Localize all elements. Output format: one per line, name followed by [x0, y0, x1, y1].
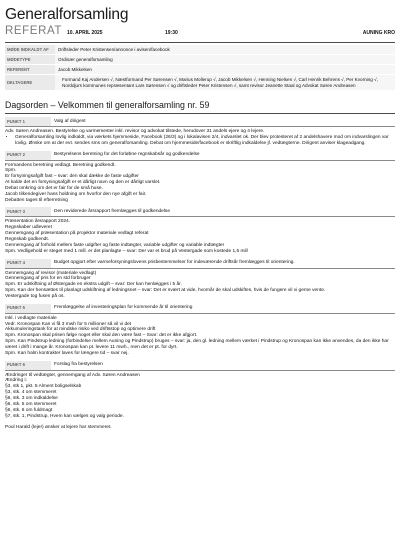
document-title: Generalforsamling: [5, 6, 129, 23]
body-line: At kalde det en forsyningsafgift er et dårligt navn og den er dårligt varslet.: [5, 180, 161, 186]
info-label: DELTAGERE: [5, 75, 55, 91]
body-line: Gennemgang af pris for en std forbruger: [5, 276, 91, 282]
body-line: §6, stk. 3 om indkaldelse: [5, 396, 58, 401]
body-line: Gennemgang af revisor (materiale vedlagt): [5, 270, 97, 276]
agenda-item-header: [5, 259, 395, 269]
agenda-item-header: [5, 117, 395, 127]
agenda-item-header: [5, 361, 395, 371]
bullet-item: • Generalforsamling lovlig indkaldt, via værkets hjemmeside, Facebook (26/3) og i lokalavisen 2/4, indvarslet ok. Der blev protesteret af 2 andelshavere mod om indvarslingen var lovlig. Ønske om at der evt. sendes sms om generalforsamling. Debat om hjemmeside/facebook er skriftlig indkaldelse jf. vedtægterne. Dirigent anviser klageadgang.: [15, 135, 395, 147]
agenda-item-body: [5, 269, 395, 301]
info-value: Ordinær generalforsamling: [55, 55, 395, 65]
body-line: §3, stk. 4 om stemmeret: [5, 390, 57, 396]
info-label: MØDE INDKALDT AF: [5, 45, 55, 55]
agenda-item-number: PUNKT 3: [5, 207, 51, 216]
agenda-item-header: [5, 207, 395, 217]
body-line: Spm. Kan der hensættes til planlagt udskiftning af ledningsnet – svar: Det er svært at vide, hvornår de skal udskiftes, hvis de fungere vil vi gerne vente.: [5, 288, 326, 294]
body-line: Ændring i:: [5, 378, 27, 384]
meeting-time: 19:30: [165, 30, 178, 36]
body-line: §3, stk 1, pkt. 5 Alment boligselskab: [5, 384, 82, 390]
body-line: Spm. Kronospan skal prisen følge noget eller skal den være fast – Svar: det er ikke afgjort.: [5, 333, 198, 339]
body-line: §6, stk. 5 om stemmeret: [5, 401, 57, 407]
agenda-item-3: [5, 207, 395, 255]
agenda-item-number: PUNKT 6: [5, 361, 51, 370]
agenda-item-subject: Den reviderede årsrapport fremlægges til godkendelse: [54, 208, 170, 214]
agenda-item-header: [5, 304, 395, 314]
meeting-info-table: [5, 45, 395, 91]
body-line: Adv. Søren Andreasen. Bestyrelse og varmemester inkl. revisor og advokat tilstede, herudover 31 andels ejere og 4 lejere.: [5, 129, 265, 134]
body-line: Er forsyningsafgift fast – svar: den skal dække de faste udgifter: [5, 174, 139, 180]
body-line: Spm. Kan Pindstrup ledning (forbindelse mellem Auning og Pindstrup) bruges – svar: ja, den gl. ledning mellem værket i Pindstrup og Kronospan kan ikke anvendes, da den ikke har været i drift i mange år. Kronospan kan pt. levere 11 mwh., men det er pt. for dyrt.: [5, 339, 391, 350]
header-line: [5, 25, 395, 39]
agenda-item-subject: Budget opgjort efter varmeforsyningslovens prisbestemmelser for indeværende driftsår fremlægges til orientering.: [54, 260, 295, 265]
agenda-item-subject: Forslag fra bestyrelsen: [54, 362, 103, 368]
body-line: Gennemgang af forhold mellem faste udgifter og faste indtægter, variable udgifter og variable indtægter: [5, 242, 225, 248]
agenda-item-number: PUNKT 5: [5, 304, 51, 313]
body-line: Ændringer til vedtægter, gennemgang af Adv. Søren Andreasen: [5, 372, 140, 378]
body-line: Regnskab godkendt.: [5, 236, 50, 242]
body-line: Vestergade tog fusen på os.: [5, 293, 65, 299]
agenda-item-4: [5, 259, 395, 301]
agenda-item-2: [5, 151, 395, 205]
bullet-list: [5, 135, 395, 147]
agenda-item-number: PUNKT 2: [5, 151, 51, 160]
info-row-convened: [5, 45, 395, 55]
body-line: Inkl. i vedlagte materiale: [5, 315, 57, 321]
agenda-item-body: [5, 161, 395, 205]
referat-label: REFERAT: [5, 25, 63, 37]
body-line: §7, stk. 1, Pindstrup, Hvem kan vælges og valg periode.: [5, 413, 124, 419]
agenda-item-body: [5, 127, 395, 148]
agenda-item-number: PUNKT 1: [5, 117, 51, 126]
body-line: Præsentation årsrapport 2024.: [5, 219, 71, 225]
info-label: MØDETYPE: [5, 55, 55, 65]
body-line: Jacob tilkendegiver hans holdning om hvorfor den nye afgift er fair.: [5, 191, 147, 197]
body-line: Vedr. Kronospan Kan vi få 3 mwh for 5 millioner så vil vi det: [5, 321, 132, 327]
body-line: Poul Harald (lejer) ønsker at lejere har stemmeret.: [5, 425, 112, 431]
body-line: Spm. Er udskiftning af Østergade en ekstra udgift – svar: Der kan henlægges i 5 år.: [5, 282, 182, 288]
header-divider: [5, 42, 395, 43]
info-row-referent: [5, 65, 395, 75]
agenda-item-subject: Valg af dirigent: [54, 118, 86, 124]
body-line: Spm. Vedligehold er steget med 1 mill. er det planlagte – svar: Der var et brud på Vestergade som kostede 1,5 mill: [5, 248, 248, 254]
agenda-item-subject: Fremlæggelse af investeringsplan for kommende år til orientering: [54, 305, 193, 311]
agenda-item-subject: Bestyrelsens beretning for det forløbne regnskabsår og godkendelse: [54, 152, 200, 158]
body-line: Formandens beretning vedlagt. Beretning godkendt.: [5, 162, 116, 168]
agenda-item-header: [5, 151, 395, 161]
agenda-title: Dagsorden – Velkommen til generalforsamling nr. 59: [5, 100, 395, 114]
agenda-item-1: [5, 117, 395, 148]
meeting-location: AUNING KRO: [362, 30, 395, 36]
agenda-item-number: PUNKT 4: [5, 259, 51, 268]
info-label: REFERENT: [5, 65, 55, 75]
body-line: Spm. Kan halm kontrakter laves for længere tid – svar nej.: [5, 350, 129, 356]
body-line: Regnskaber udleveret: [5, 225, 52, 231]
body-line: Spm.: [5, 168, 17, 174]
info-row-participants: [5, 75, 395, 91]
info-value: Jacob Mikkelsen: [55, 65, 395, 75]
agenda-item-6: [5, 361, 395, 432]
body-line: Akkumuleringstank for at mindske risiko ved driftsstop og optimere drift: [5, 327, 156, 333]
agenda-item-body: [5, 217, 395, 255]
agenda-item-5: [5, 304, 395, 358]
meeting-date: 10. APRIL 2025: [67, 30, 103, 36]
body-line: Gennemgang af præsentation på projektor materiale vedlagt referat: [5, 231, 149, 237]
info-row-meeting-type: [5, 55, 395, 65]
body-line: Debat omkring om det er fair for de små huse.: [5, 185, 103, 191]
info-value: Formand Kaj Andersen √, Næstformand Per Sørensen √, Marius Mollerup √, Jacob Mikkelsen √, Henning Nielsen √, Carl Henrik Behrens √, Per Kvorning √, Norddjurs kommunes repræsentant Lars Sørensen √ og driftsleder Peter Kristensen √, samt revisor Jeanette Staal og Advokat Søren Andreasen: [55, 75, 395, 91]
agenda-item-body: [5, 371, 395, 432]
body-line: Debatten tages til efterretning: [5, 197, 68, 203]
info-value: Driftsleder Peter Kristensen/annonce i avisen/facebook: [55, 45, 395, 55]
agenda-item-body: [5, 314, 395, 358]
body-line: §6, stk. 6 om fuldmagt: [5, 407, 53, 413]
